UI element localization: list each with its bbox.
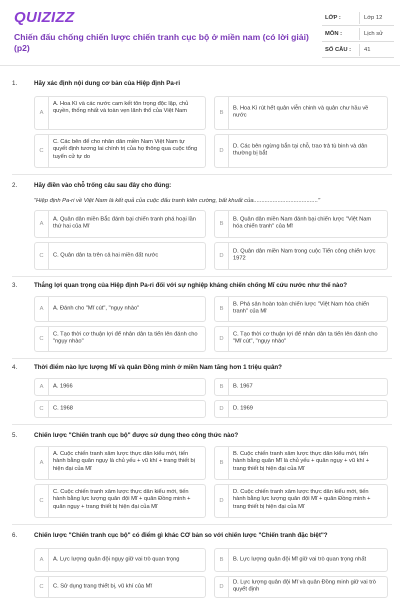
option-letter: A bbox=[35, 549, 49, 571]
option-2b[interactable] bbox=[214, 210, 388, 238]
meta-key: SỐ CÂU : bbox=[325, 47, 352, 53]
option-5a[interactable] bbox=[34, 446, 206, 480]
question-text: Thắng lợi quan trọng của Hiệp định Pa-ri đối với sự nghiệp kháng chiến chống Mĩ cứu nước như thế nào? bbox=[34, 282, 348, 289]
meta-value: Lớp 12 bbox=[364, 15, 383, 21]
question-number: 2. bbox=[12, 182, 18, 189]
question-number: 4. bbox=[12, 364, 18, 371]
question-number: 6. bbox=[12, 532, 18, 539]
option-5c[interactable] bbox=[34, 484, 206, 518]
option-letter: D bbox=[215, 485, 229, 517]
option-6b[interactable] bbox=[214, 548, 388, 572]
option-letter: C bbox=[35, 135, 49, 167]
option-text: C. Các bên để cho nhân dân miền Nam Việt Nam tự quyết định tương lai chính trị của họ thông qua cuộc tổng tuyển cử tự do bbox=[53, 139, 198, 160]
logo-text: QUIZIZZ bbox=[14, 9, 75, 26]
option-letter: B bbox=[215, 211, 229, 237]
option-text: B. Lực lượng quân đội Mĩ giữ vai trò quan trọng nhất bbox=[233, 556, 367, 563]
option-4a[interactable] bbox=[34, 378, 206, 396]
option-text: D. 1969 bbox=[233, 405, 253, 412]
option-2c[interactable] bbox=[34, 242, 206, 270]
question-text: Chiến lược "Chiến tranh cục bộ" được sử dụng theo công thức nào? bbox=[34, 432, 239, 439]
question-text: Hãy xác định nội dung cơ bản của Hiệp định Pa-ri bbox=[34, 80, 181, 87]
option-text: D. Các bên ngừng bắn tại chỗ, trao trả tù binh và dân thường bị bắt bbox=[233, 143, 368, 157]
option-letter: B bbox=[215, 297, 229, 321]
meta-value: Lịch sử bbox=[364, 31, 384, 37]
meta-row-count bbox=[322, 42, 394, 58]
document-title: Chiến đấu chống chiến lược chiến tranh cục bộ ở miền nam (có lời giải)(p2) bbox=[14, 32, 309, 53]
question-number: 3. bbox=[12, 282, 18, 289]
meta-row-subject bbox=[322, 26, 394, 42]
option-letter: C bbox=[35, 243, 49, 269]
option-2d[interactable] bbox=[214, 242, 388, 270]
question-text: Thời điểm nào lực lượng Mĩ và quân Đồng minh ở miền Nam tăng hơn 1 triệu quân? bbox=[34, 364, 282, 371]
option-6c[interactable] bbox=[34, 576, 206, 598]
option-letter: A bbox=[35, 97, 49, 129]
option-1c[interactable] bbox=[34, 134, 206, 168]
option-letter: B bbox=[215, 549, 229, 571]
option-text: B. Quân dân miền Nam đánh bại chiến lược "Việt Nam hóa chiến tranh" của Mĩ bbox=[233, 216, 372, 230]
option-letter: D bbox=[215, 135, 229, 167]
option-letter: C bbox=[35, 401, 49, 417]
option-text: D. Cuộc chiến tranh xâm lược thực dân kiểu mới, tiến hành bằng lực lượng quân đội Mĩ + quân Đồng minh + trang thiết bị hiện đại của Mĩ bbox=[233, 489, 371, 510]
option-3c[interactable] bbox=[34, 326, 206, 352]
option-3a[interactable] bbox=[34, 296, 206, 322]
option-letter: C bbox=[35, 485, 49, 517]
option-4c[interactable] bbox=[34, 400, 206, 418]
option-letter: A bbox=[35, 447, 49, 479]
option-6d[interactable] bbox=[214, 576, 388, 598]
option-letter: A bbox=[35, 379, 49, 395]
option-1d[interactable] bbox=[214, 134, 388, 168]
option-1b[interactable] bbox=[214, 96, 388, 130]
meta-table bbox=[322, 10, 394, 58]
option-text: C. Sử dụng trang thiết bị, vũ khí của Mĩ bbox=[53, 583, 152, 590]
option-4b[interactable] bbox=[214, 378, 388, 396]
divider bbox=[12, 424, 392, 425]
option-text: D. Quân dân miền Nam trong cuộc Tiến công chiến lược 1972 bbox=[233, 248, 376, 262]
option-text: B. Hoa Kì rút hết quân viễn chinh và quân chư hầu về nước bbox=[233, 105, 369, 119]
option-5d[interactable] bbox=[214, 484, 388, 518]
option-letter: C bbox=[35, 327, 49, 351]
option-letter: B bbox=[215, 379, 229, 395]
option-3b[interactable] bbox=[214, 296, 388, 322]
option-text: A. Quân dân miền Bắc đánh bại chiến tranh phá hoại lần thứ hai của Mĩ bbox=[53, 216, 196, 230]
option-3d[interactable] bbox=[214, 326, 388, 352]
divider bbox=[12, 276, 392, 277]
option-text: C. 1968 bbox=[53, 405, 73, 412]
option-letter: D bbox=[215, 327, 229, 351]
option-letter: C bbox=[35, 577, 49, 597]
option-text: C. Tạo thời cơ thuận lợi để nhân dân ta tiến lên đánh cho "Mĩ cút", "ngụy nhào" bbox=[233, 331, 378, 345]
option-text: C. Quân dân ta trên cả hai miền đất nước bbox=[53, 252, 159, 259]
option-1a[interactable] bbox=[34, 96, 206, 130]
divider bbox=[12, 174, 392, 175]
option-letter: A bbox=[35, 297, 49, 321]
meta-value: 41 bbox=[364, 47, 371, 53]
document-header bbox=[0, 0, 400, 66]
quizizz-logo[interactable] bbox=[14, 9, 74, 26]
meta-key: MÔN : bbox=[325, 31, 343, 37]
question-text: Chiến lược "Chiến tranh cục bộ" có điểm gì khác CƠ bản so với chiến lược "Chiến tranh đặc biệt"? bbox=[34, 532, 328, 539]
option-text: A. Đánh cho "Mĩ cút", "ngụy nhào" bbox=[53, 305, 140, 312]
option-5b[interactable] bbox=[214, 446, 388, 480]
option-letter: D bbox=[215, 577, 229, 597]
option-text: A. 1966 bbox=[53, 383, 73, 390]
option-text: A. Hoa Kì và các nước cam kết tôn trọng độc lập, chủ quyền, thống nhất và toàn vẹn lãnh thổ của Việt Nam bbox=[53, 101, 189, 115]
option-6a[interactable] bbox=[34, 548, 206, 572]
option-text: B. Cuộc chiến tranh xâm lược thực dân kiểu mới, tiến hành bằng quân Mĩ là chủ yếu + quân ngụy + vũ khí + trang thiết bị hiện đại của Mĩ bbox=[233, 451, 370, 472]
meta-row-class bbox=[322, 10, 394, 26]
option-letter: B bbox=[215, 447, 229, 479]
divider bbox=[12, 524, 392, 525]
question-quote: "Hiệp định Pa-ri về Việt Nam là kết quả của cuộc đấu tranh kiên cường, bất khuất của........................................" bbox=[34, 198, 321, 204]
meta-key: LỚP : bbox=[325, 15, 341, 21]
option-text: A. Lực lượng quân đội ngụy giữ vai trò quan trọng bbox=[53, 556, 180, 563]
option-letter: D bbox=[215, 401, 229, 417]
question-number: 5. bbox=[12, 432, 18, 439]
option-text: B. 1967 bbox=[233, 383, 253, 390]
option-text: A. Cuộc chiến tranh xâm lược thực dân kiểu mới, tiến hành bằng quân ngụy là chủ yếu + vũ khí + trang thiết bị hiện đại của Mĩ bbox=[53, 451, 195, 472]
option-4d[interactable] bbox=[214, 400, 388, 418]
question-number: 1. bbox=[12, 80, 18, 87]
option-2a[interactable] bbox=[34, 210, 206, 238]
option-text: B. Phá sản hoàn toàn chiến lược "Việt Nam hóa chiến tranh" của Mĩ bbox=[233, 301, 370, 315]
option-letter: D bbox=[215, 243, 229, 269]
option-letter: A bbox=[35, 211, 49, 237]
option-text: C. Tạo thời cơ thuận lợi để nhân dân ta tiến lên đánh cho "ngụy nhào" bbox=[53, 331, 198, 345]
option-letter: B bbox=[215, 97, 229, 129]
option-text: C. Cuộc chiến tranh xâm lược thực dân kiểu mới, tiến hành bằng lực lượng quân đội Mĩ + quân Đồng minh + quân ngụy + trang thiết bị hiện đại của Mĩ bbox=[53, 489, 191, 510]
divider bbox=[12, 358, 392, 359]
question-text: Hãy điền vào chỗ trống câu sau đây cho đúng: bbox=[34, 182, 172, 189]
option-text: D. Lực lượng quân đội Mĩ và quân Đồng minh giữ vai trò quyết định bbox=[233, 579, 376, 593]
